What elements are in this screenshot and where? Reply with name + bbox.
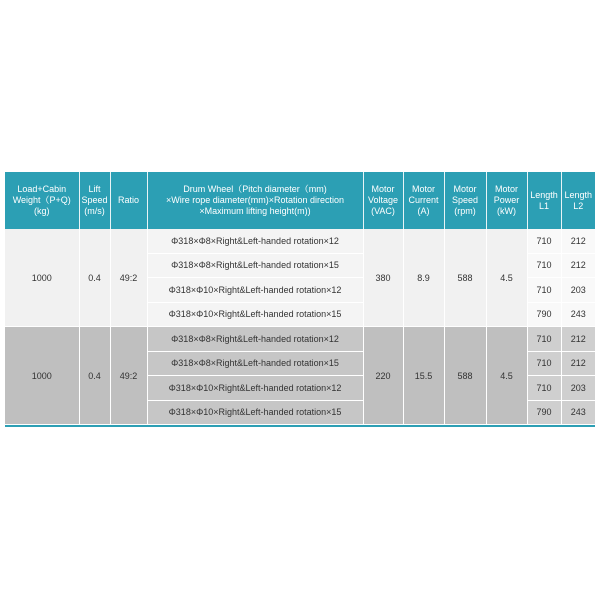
cell-speed: 0.4	[79, 327, 110, 425]
header-motor-power: Motor Power (kW)	[486, 172, 527, 229]
cell-motor-speed: 588	[444, 327, 486, 425]
cell-drum: Φ318×Φ8×Right&Left-handed rotation×12	[147, 229, 363, 253]
cell-l2: 203	[561, 376, 595, 401]
cell-l2: 243	[561, 400, 595, 425]
cell-drum: Φ318×Φ10×Right&Left-handed rotation×15	[147, 400, 363, 425]
cell-l1: 710	[527, 253, 561, 278]
cell-l2: 243	[561, 302, 595, 327]
header-row	[5, 172, 595, 229]
header-drum-wheel: Drum Wheel（Pitch diameter（mm) ×Wire rope diameter(mm)×Rotation direction ×Maximum lifting height(m))	[147, 172, 363, 229]
cell-load: 1000	[5, 229, 79, 327]
cell-drum: Φ318×Φ10×Right&Left-handed rotation×12	[147, 376, 363, 401]
cell-l2: 203	[561, 278, 595, 303]
cell-motor-speed: 588	[444, 229, 486, 327]
cell-power: 4.5	[486, 327, 527, 425]
cell-l1: 790	[527, 302, 561, 327]
cell-load: 1000	[5, 327, 79, 425]
cell-drum: Φ318×Φ8×Right&Left-handed rotation×15	[147, 253, 363, 278]
cell-l2: 212	[561, 327, 595, 352]
table-bottom-rule	[5, 425, 595, 427]
cell-l1: 710	[527, 376, 561, 401]
header-length-l1: Length L1	[527, 172, 561, 229]
cell-power: 4.5	[486, 229, 527, 327]
cell-l2: 212	[561, 351, 595, 376]
cell-l1: 710	[527, 229, 561, 253]
cell-voltage: 220	[363, 327, 403, 425]
cell-l2: 212	[561, 253, 595, 278]
cell-l1: 710	[527, 278, 561, 303]
cell-speed: 0.4	[79, 229, 110, 327]
cell-l1: 710	[527, 351, 561, 376]
cell-l1: 710	[527, 327, 561, 352]
cell-ratio: 49:2	[110, 327, 147, 425]
cell-current: 15.5	[403, 327, 444, 425]
header-ratio: Ratio	[110, 172, 147, 229]
header-motor-current: Motor Current (A)	[403, 172, 444, 229]
spec-table-container	[5, 172, 595, 427]
cell-l1: 790	[527, 400, 561, 425]
cell-l2: 212	[561, 229, 595, 253]
cell-current: 8.9	[403, 229, 444, 327]
table-row	[5, 327, 595, 352]
header-lift-speed: Lift Speed (m/s)	[79, 172, 110, 229]
header-load-weight: Load+Cabin Weight（P+Q) (kg)	[5, 172, 79, 229]
header-motor-voltage: Motor Voltage (VAC)	[363, 172, 403, 229]
cell-drum: Φ318×Φ10×Right&Left-handed rotation×15	[147, 302, 363, 327]
specification-table	[5, 172, 595, 425]
cell-drum: Φ318×Φ8×Right&Left-handed rotation×15	[147, 351, 363, 376]
cell-voltage: 380	[363, 229, 403, 327]
cell-drum: Φ318×Φ8×Right&Left-handed rotation×12	[147, 327, 363, 352]
header-length-l2: Length L2	[561, 172, 595, 229]
header-motor-speed: Motor Speed (rpm)	[444, 172, 486, 229]
cell-drum: Φ318×Φ10×Right&Left-handed rotation×12	[147, 278, 363, 303]
cell-ratio: 49:2	[110, 229, 147, 327]
table-row	[5, 229, 595, 253]
